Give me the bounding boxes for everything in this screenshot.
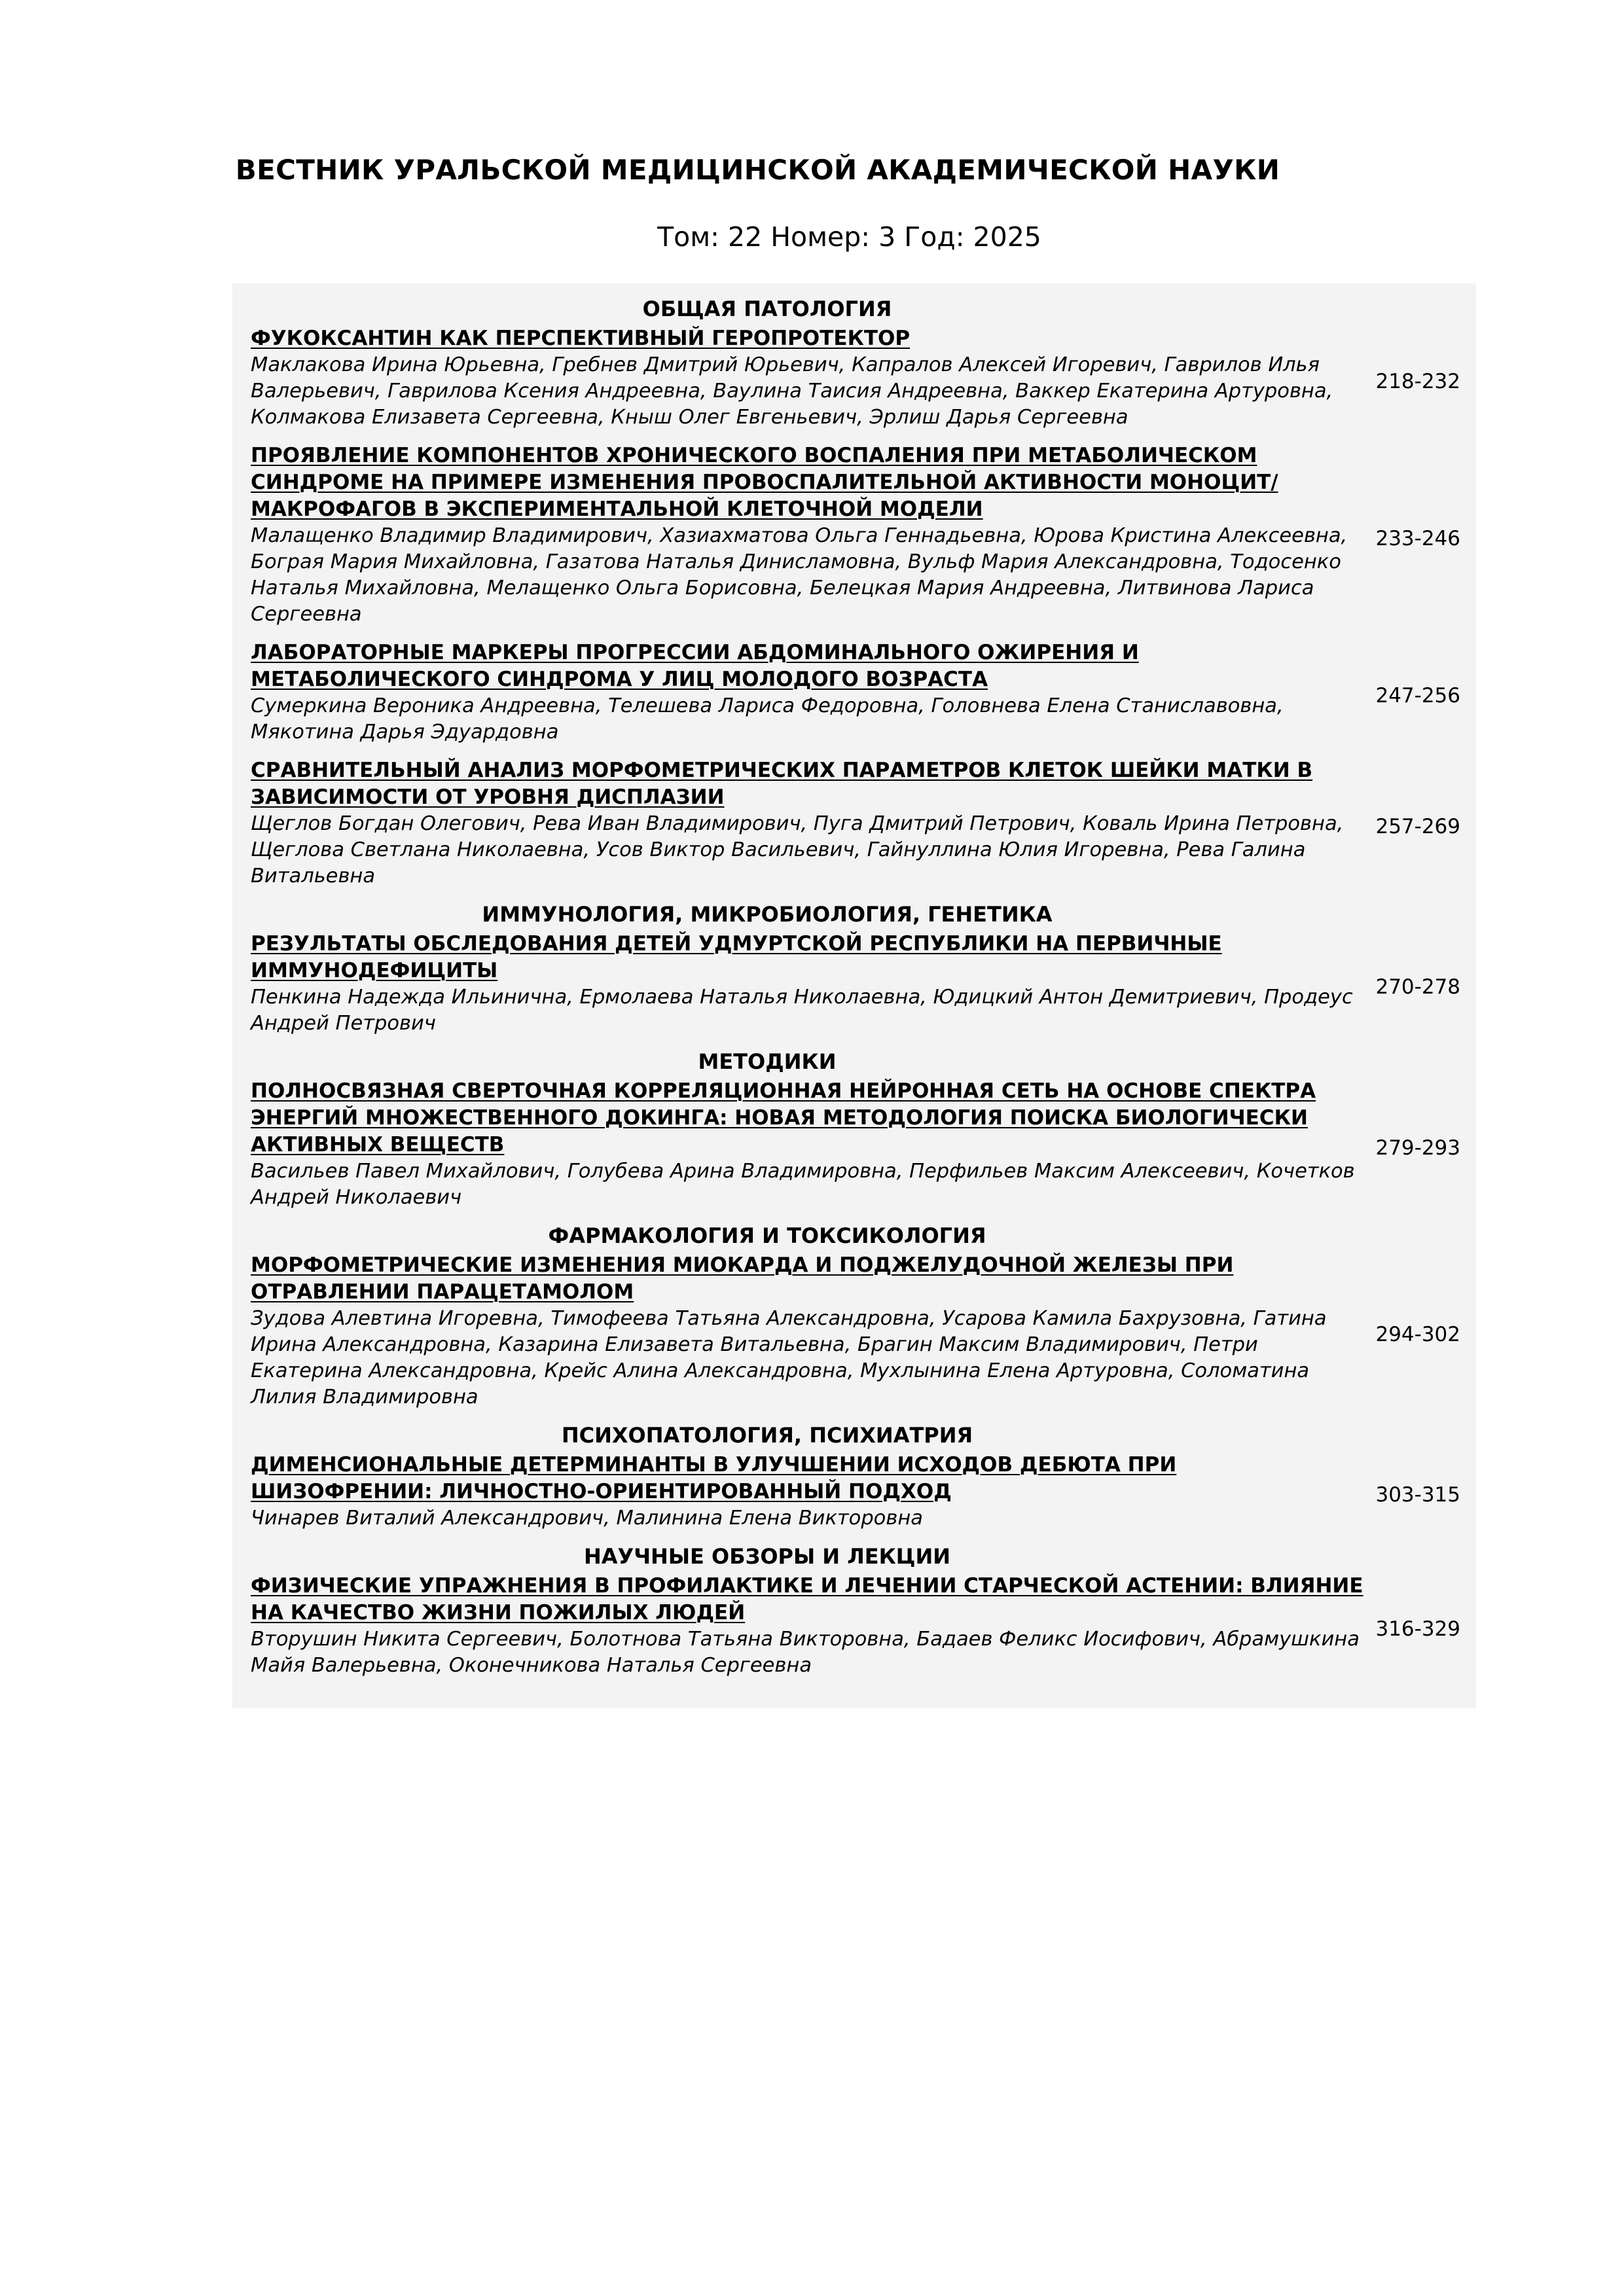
article-authors: Васильев Павел Михайлович, Голубева Арина Владимировна, Перфильев Максим Алексеевич, Кочетков Андрей Николаевич [251, 1160, 1355, 1209]
article-title-link[interactable]: ПРОЯВЛЕНИЕ КОМПОНЕНТОВ ХРОНИЧЕСКОГО ВОСПАЛЕНИЯ ПРИ МЕТАБОЛИЧЕСКОМ СИНДРОМЕ НА ПРИМЕРЕ ИЗМЕНЕНИЯ ПРОВОСПАЛИТЕЛЬНОЙ АКТИВНОСТИ МОНОЦИТ/МАКРОФАГОВ В ЭКСПЕРИМЕНТАЛЬНОЙ КЛЕТОЧНОЙ МОДЕЛИ [251, 444, 1278, 521]
article-pages: 247-256 [1375, 684, 1460, 708]
section-heading: ИММУНОЛОГИЯ, МИКРОБИОЛОГИЯ, ГЕНЕТИКА [482, 902, 1053, 927]
article-entry [251, 1075, 1476, 1220]
article-title-link[interactable]: МОРФОМЕТРИЧЕСКИЕ ИЗМЕНЕНИЯ МИОКАРДА И ПОДЖЕЛУДОЧНОЙ ЖЕЛЕЗЫ ПРИ ОТРАВЛЕНИИ ПАРАЦЕТАМОЛОМ [251, 1253, 1234, 1304]
section-heading: НАУЧНЫЕ ОБЗОРЫ И ЛЕКЦИИ [583, 1544, 951, 1569]
article-entry [251, 637, 1476, 755]
article-title-link[interactable]: ПОЛНОСВЯЗНАЯ СВЕРТОЧНАЯ КОРРЕЛЯЦИОННАЯ НЕЙРОННАЯ СЕТЬ НА ОСНОВЕ СПЕКТРА ЭНЕРГИЙ МНОЖЕСТВЕННОГО ДОКИНГА: НОВАЯ МЕТОДОЛОГИЯ ПОИСКА БИОЛОГИЧЕСКИ АКТИВНЫХ ВЕЩЕСТВ [251, 1079, 1316, 1157]
article-pages: 233-246 [1375, 526, 1460, 550]
article-title-link[interactable]: ДИМЕНСИОНАЛЬНЫЕ ДЕТЕРМИНАНТЫ В УЛУЧШЕНИИ ИСХОДОВ ДЕБЮТА ПРИ ШИЗОФРЕНИИ: ЛИЧНОСТНО-ОРИЕНТИРОВАННЫЙ ПОДХОД [251, 1453, 1177, 1503]
article-authors: Вторушин Никита Сергеевич, Болотнова Татьяна Викторовна, Бадаев Феликс Иосифович, Абрамушкина Майя Валерьевна, Оконечникова Наталья Сергеевна [251, 1628, 1360, 1677]
article-pages: 294-302 [1375, 1323, 1460, 1346]
issue-info: Том: 22 Номер: 3 Год: 2025 [657, 221, 1041, 253]
table-of-contents [232, 283, 1476, 1708]
section-heading: МЕТОДИКИ [698, 1049, 837, 1074]
article-authors: Зудова Алевтина Игоревна, Тимофеева Татьяна Александровна, Усарова Камила Бахрузовна, Гатина Ирина Александровна, Казарина Елизавета Витальевна, Брагин Максим Владимирович, Петри Екатерина Александровна, Крейс Алина Александровна, Мухлынина Елена Артуровна, Соломатина Лилия Владимировна [251, 1307, 1327, 1408]
journal-title: ВЕСТНИК УРАЛЬСКОЙ МЕДИЦИНСКОЙ АКАДЕМИЧЕСКОЙ НАУКИ [235, 154, 1280, 186]
article-entry [251, 1570, 1476, 1688]
article-authors: Чинарев Виталий Александрович, Малинина Елена Викторовна [251, 1507, 923, 1530]
article-authors: Пенкина Надежда Ильинична, Ермолаева Наталья Николаевна, Юдицкий Антон Демитриевич, Продеус Андрей Петрович [251, 986, 1353, 1035]
article-authors: Щеглов Богдан Олегович, Рева Иван Владимирович, Пуга Дмитрий Петрович, Коваль Ирина Петровна, Щеглова Светлана Николаевна, Усов Виктор Васильевич, Гайнуллина Юлия Игоревна, Рева Галина Витальевна [251, 812, 1344, 888]
article-authors: Малащенко Владимир Владимирович, Хазиахматова Ольга Геннадьевна, Юрова Кристина Алексеевна, Бограя Мария Михайловна, Газатова Наталья Динисламовна, Вульф Мария Александровна, Тодосенко Наталья Михайловна, Мелащенко Ольга Борисовна, Белецкая Мария Андреевна, Литвинова Лариса Сергеевна [251, 524, 1348, 626]
article-entry [251, 928, 1476, 1046]
article-title-link[interactable]: РЕЗУЛЬТАТЫ ОБСЛЕДОВАНИЯ ДЕТЕЙ УДМУРТСКОЙ РЕСПУБЛИКИ НА ПЕРВИЧНЫЕ ИММУНОДЕФИЦИТЫ [251, 932, 1222, 982]
article-authors: Маклакова Ирина Юрьевна, Гребнев Дмитрий Юрьевич, Капралов Алексей Игоревич, Гаврилов Илья Валерьевич, Гаврилова Ксения Андреевна, Ваулина Таисия Андреевна, Ваккер Екатерина Артуровна, Колмакова Елизавета Сергеевна, Кныш Олег Евгеньевич, Эрлиш Дарья Сергеевна [251, 353, 1333, 429]
article-title-link[interactable]: СРАВНИТЕЛЬНЫЙ АНАЛИЗ МОРФОМЕТРИЧЕСКИХ ПАРАМЕТРОВ КЛЕТОК ШЕЙКИ МАТКИ В ЗАВИСИМОСТИ ОТ УРОВНЯ ДИСПЛАЗИИ [251, 759, 1313, 809]
article-entry [251, 1249, 1476, 1420]
article-pages: 270-278 [1375, 975, 1460, 999]
article-pages: 218-232 [1375, 369, 1460, 393]
section-heading: ПСИХОПАТОЛОГИЯ, ПСИХИАТРИЯ [561, 1423, 973, 1448]
article-entry [251, 323, 1476, 440]
article-pages: 279-293 [1375, 1136, 1460, 1160]
article-authors: Сумеркина Вероника Андреевна, Телешева Лариса Федоровна, Головнева Елена Станиславовна, Мякотина Дарья Эдуардовна [251, 694, 1284, 744]
article-pages: 316-329 [1375, 1617, 1460, 1641]
article-entry [251, 440, 1476, 637]
article-title-link[interactable]: ФИЗИЧЕСКИЕ УПРАЖНЕНИЯ В ПРОФИЛАКТИКЕ И ЛЕЧЕНИИ СТАРЧЕСКОЙ АСТЕНИИ: ВЛИЯНИЕ НА КАЧЕСТВО ЖИЗНИ ПОЖИЛЫХ ЛЮДЕЙ [251, 1574, 1363, 1624]
article-pages: 303-315 [1375, 1483, 1460, 1507]
article-title-link[interactable]: ЛАБОРАТОРНЫЕ МАРКЕРЫ ПРОГРЕССИИ АБДОМИНАЛЬНОГО ОЖИРЕНИЯ И МЕТАБОЛИЧЕСКОГО СИНДРОМА У ЛИЦ МОЛОДОГО ВОЗРАСТА [251, 641, 1139, 691]
article-entry [251, 755, 1476, 899]
article-entry [251, 1449, 1476, 1541]
section-heading: ОБЩАЯ ПАТОЛОГИЯ [642, 296, 892, 321]
section-heading: ФАРМАКОЛОГИЯ И ТОКСИКОЛОГИЯ [548, 1223, 986, 1248]
article-pages: 257-269 [1375, 815, 1460, 838]
article-title-link[interactable]: ФУКОКСАНТИН КАК ПЕРСПЕКТИВНЫЙ ГЕРОПРОТЕКТОР [251, 327, 911, 350]
